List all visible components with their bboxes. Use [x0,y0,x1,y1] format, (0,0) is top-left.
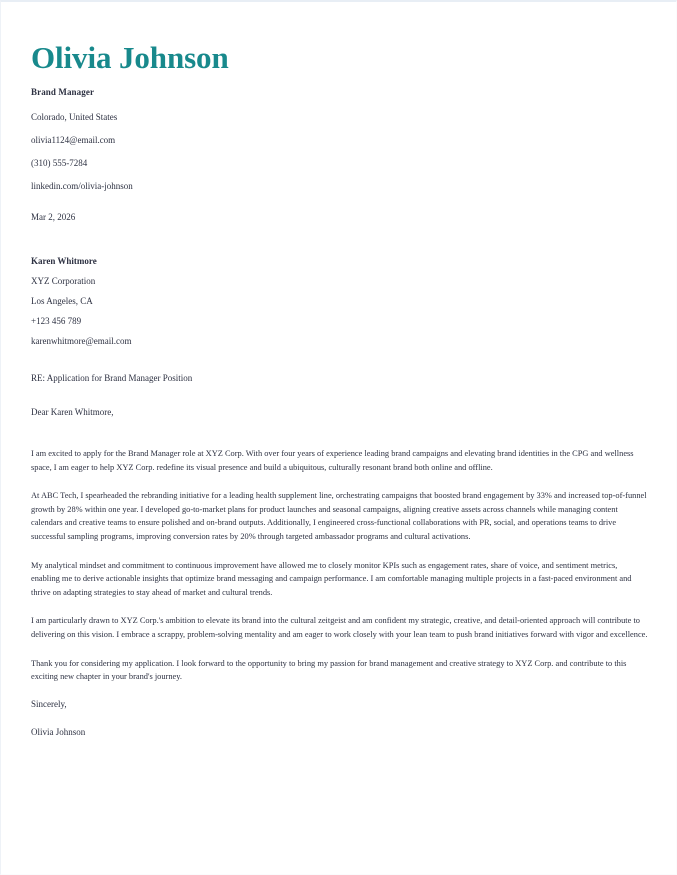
recipient-company: XYZ Corporation [31,276,96,286]
letter-content [31,2,648,756]
letter-date: Mar 2, 2026 [31,212,76,222]
letter-paragraph-5: Thank you for considering my application. I look forward to the opportunity to bring my passion for brand management and creative strategy to XYZ Corp. and contribute to this exciting new chapter in your brand's journey. [31,658,627,682]
letter-paragraph-1: I am excited to apply for the Brand Manager role at XYZ Corp. With over four years of experience leading brand campaigns and elevating brand identities in the CPG and wellness space, I am eager to help XYZ Corp. redefine its visual presence and build a ubiquitous, culturally resonant brand both online and offline. [31,449,634,472]
recipient-phone: +123 456 789 [31,316,82,326]
applicant-email[interactable]: olivia1124@email.com [31,135,116,145]
recipient-email: karenwhitmore@email.com [31,336,132,346]
recipient-name: Karen Whitmore [31,256,97,266]
applicant-phone[interactable]: (310) 555-7284 [31,158,88,168]
applicant-linkedin[interactable]: linkedin.com/olivia-johnson [31,181,133,191]
applicant-job-title: Brand Manager [31,87,95,97]
letter-paragraph-3: My analytical mindset and commitment to continuous improvement have allowed me to closely monitor KPIs such as engagement rates, share of voice, and sentiment metrics, enabling me to derive actionable insights that optimize brand messaging and campaign performance. I am comfortable managing multiple projects in a fast-paced environment and thrive on adapting strategies to stay ahead of market and cultural trends. [31,560,632,597]
applicant-location: Colorado, United States [31,112,118,122]
letter-signature: Olivia Johnson [31,726,86,737]
page-title: Olivia Johnson [31,40,229,75]
letter-salutation: Dear Karen Whitmore, [31,407,114,417]
recipient-city: Los Angeles, CA [31,296,93,306]
letter-body [31,447,648,684]
applicant-contact-block [31,113,648,191]
letter-signoff [31,700,648,737]
letter-paragraph-2: At ABC Tech, I spearheaded the rebranding initiative for a leading health supplement line, orchestrating campaigns that boosted brand engagement by 33% and increased top-of-funnel growth by 28% within one year. I developed go-to-market plans for product launches and seasonal campaigns, aligning creative assets across channels while managing content calendars and creative teams to ensure polished and on-brand outputs. Additionally, I engineered cross-functional collaborations with PR, social, and operations teams to drive successful sampling programs, improving conversion rates by 20% through targeted ambassador programs and cultural activations. [31,491,647,542]
letter-subject: RE: Application for Brand Manager Position [31,373,193,383]
letter-closing: Sincerely, [31,698,67,709]
recipient-block [31,257,648,346]
letter-paragraph-4: I am particularly drawn to XYZ Corp.'s ambition to elevate its brand into the cultural zeitgeist and am confident my strategic, creative, and detail-oriented approach will contribute to delivering on this vision. I embrace a scrappy, problem-solving mentality and am eager to work closely with your lean team to push brand initiatives forward with vigor and excellence. [31,616,648,640]
